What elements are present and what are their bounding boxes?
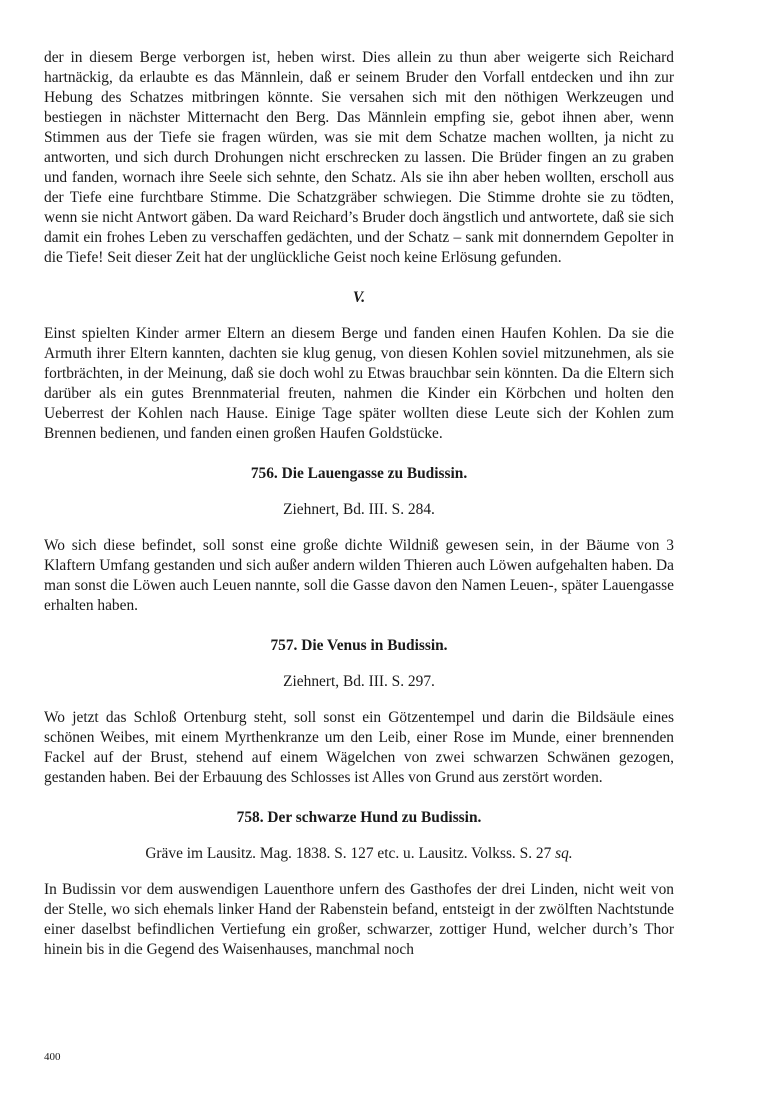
source-758 [44, 844, 674, 864]
spacer [44, 484, 674, 500]
heading-757: 757. Die Venus in Budissin. [270, 637, 448, 654]
spacer [44, 656, 674, 672]
paragraph-section-iv-end: der in diesem Berge verborgen ist, heben wirst. Dies allein zu thun aber weigerte sich Reichard hartnäckig, da erlaubte es das Männlein, daß er seinem Bruder den Vorfall entdecken und ihn zur Hebung des Schatzes mitbringen könnte. Sie versahen sich mit den nöthigen Werkzeugen und bestiegen in nächster Mitternacht den Berg. Das Männlein empfing sie, gebot ihnen aber, wenn Stimmen aus der Tiefe sie fragen würden, was sie mit dem Schatze machen wollten, ja nicht zu antworten, und sich durch Drohungen nicht erschrecken zu lassen. Die Brüder fingen an zu graben und fanden, wornach ihre Seele sich sehnte, den Schatz. Als sie ihn aber heben wollten, erscholl aus der Tiefe eine furchtbare Stimme. Die Schatzgräber schwiegen. Die Stimme drohte sie zu tödten, wenn sie nicht Antwort gäben. Da ward Reichard’s Bruder doch ängstlich und antwortete, daß sie sich damit ein frohes Leben zu verschaffen gedächten, und der Schatz – sank mit donnerndem Gepolter in die Tiefe! Seit dieser Zeit hat der unglückliche Geist noch keine Erlösung gefunden. [44, 49, 674, 266]
source-758-main: Gräve im Lausitz. Mag. 1838. S. 127 etc. u. Lausitz. Volkss. S. 27 [145, 845, 556, 862]
page-number: 400 [44, 1051, 61, 1063]
spacer [44, 828, 674, 844]
spacer [44, 788, 674, 808]
source-756: Ziehnert, Bd. III. S. 284. [283, 501, 435, 518]
source-758-italic: sq. [555, 845, 573, 862]
spacer [44, 520, 674, 536]
spacer [44, 268, 674, 288]
section-heading-v: V. [352, 289, 366, 306]
spacer [44, 444, 674, 464]
heading-758: 758. Der schwarze Hund zu Budissin. [236, 809, 482, 826]
spacer [44, 692, 674, 708]
page-body [44, 48, 674, 960]
spacer [44, 864, 674, 880]
paragraph-757: Wo jetzt das Schloß Ortenburg steht, soll sonst ein Götzentempel und darin die Bildsäule eines schönen Weibes, mit einem Myrthenkranze um den Leib, einer Rose im Munde, einer brennenden Fackel auf der Brust, stehend auf einem Wägelchen von zwei schwarzen Schwänen gezogen, gestanden haben. Bei der Erbauung des Schlosses ist Alles von Grund aus zerstört worden. [44, 709, 674, 786]
spacer [44, 308, 674, 324]
source-757: Ziehnert, Bd. III. S. 297. [283, 673, 435, 690]
spacer [44, 616, 674, 636]
paragraph-758: In Budissin vor dem auswendigen Lauenthore unfern des Gasthofes der drei Linden, nicht weit von der Stelle, wo sich ehemals linker Hand der Rabenstein befand, entsteigt in der zwölften Nachtstunde einer daselbst befindlichen Vertiefung ein großer, schwarzer, zottiger Hund, welcher durch’s Thor hinein bis in die Gegend des Waisenhauses, manchmal noch [44, 881, 674, 958]
paragraph-section-v: Einst spielten Kinder armer Eltern an diesem Berge und fanden einen Haufen Kohlen. Da sie die Armuth ihrer Eltern kannten, dachten sie klug genug, von diesen Kohlen soviel mitzunehmen, als sie fortbrächten, in der Meinung, daß sie doch wohl zu Etwas brauchbar sein könnten. Da die Eltern sich darüber als ein gutes Brennmaterial freuten, nahmen die Kinder ein Körbchen und holten den Ueberrest der Kohlen nach Hause. Einige Tage später wollten diese Leute sich der Kohlen zum Brennen bedienen, und fanden einen großen Haufen Goldstücke. [44, 325, 674, 442]
heading-756: 756. Die Lauengasse zu Budissin. [250, 465, 468, 482]
paragraph-756: Wo sich diese befindet, soll sonst eine große dichte Wildniß gewesen sein, in der Bäume von 3 Klaftern Umfang gestanden und sich außer andern wilden Thieren auch Löwen aufgehalten haben. Da man sonst die Löwen auch Leuen nannte, soll die Gasse davon den Namen Leuen-, später Lauengasse erhalten haben. [44, 537, 674, 614]
